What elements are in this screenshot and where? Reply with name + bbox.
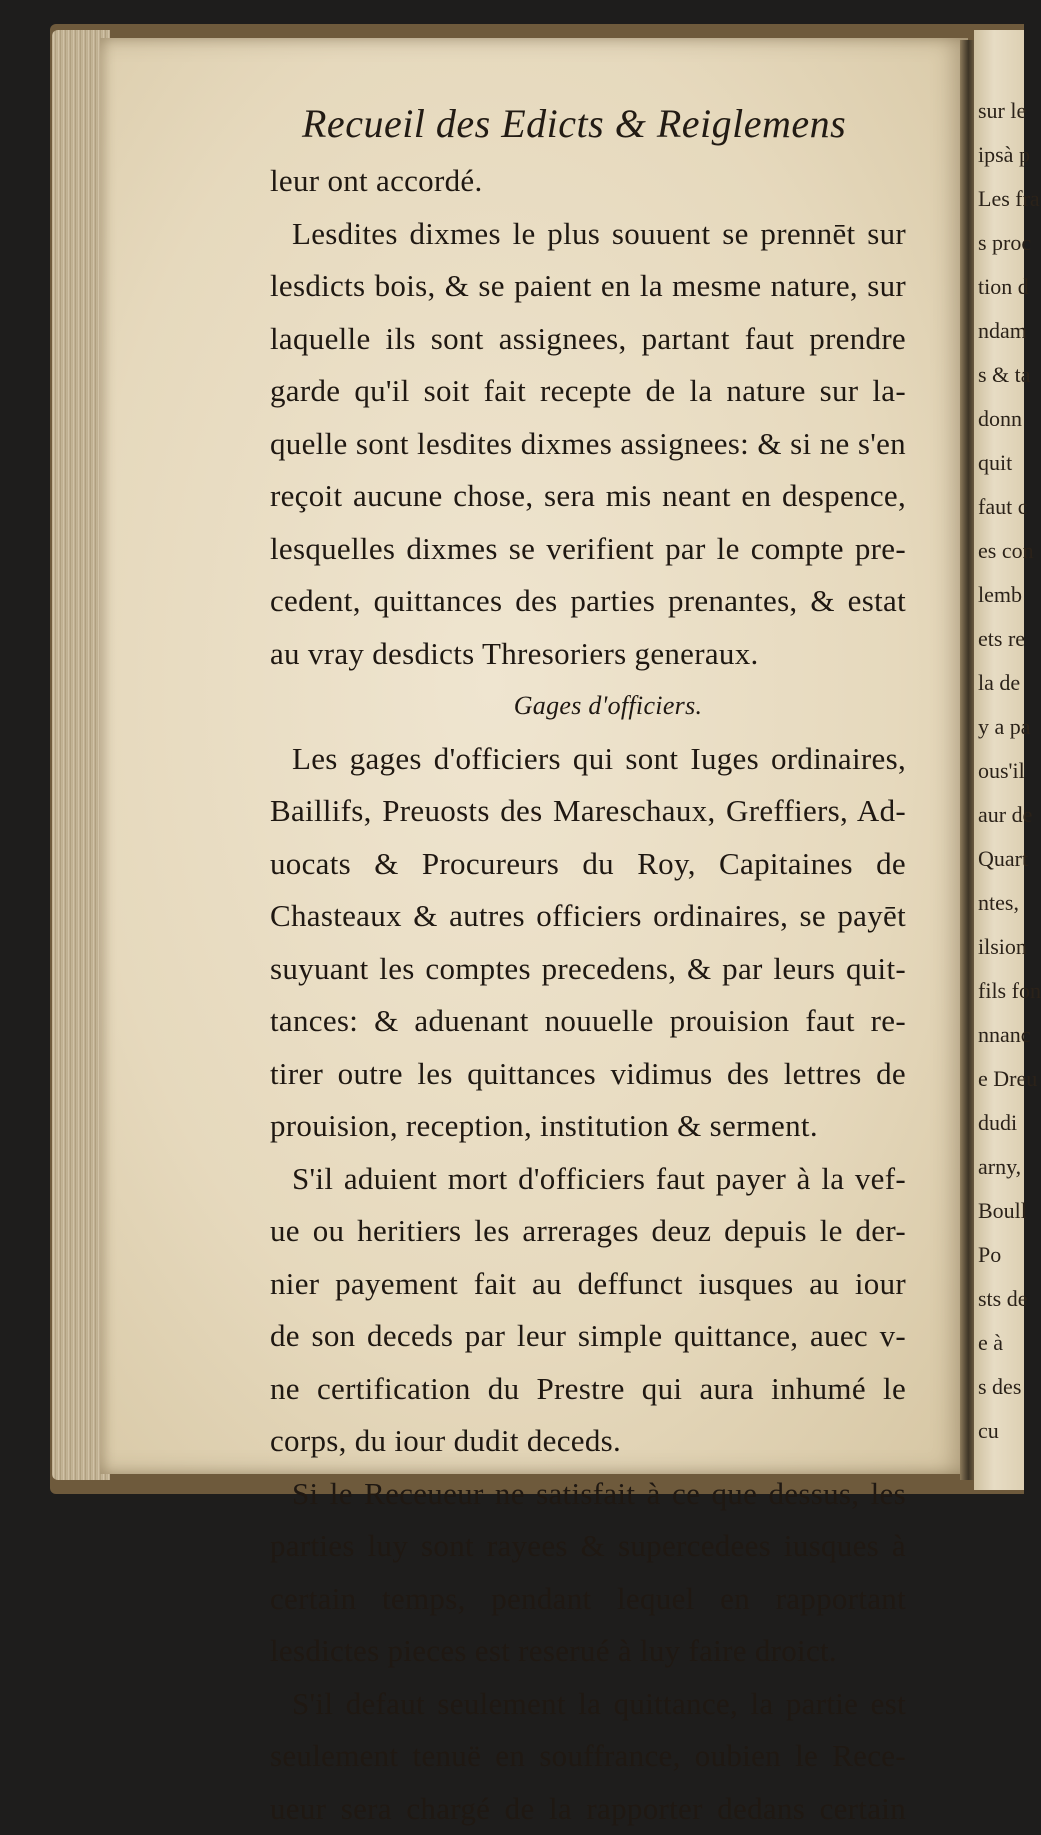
text-line: corps, du iour dudit deceds. [270,1415,906,1468]
text-line: Lesdites dixmes le plus souuent se prennēt sur [270,208,906,261]
facing-page-fragment: ous'il [978,758,1025,784]
text-line: quelle sont lesdites dixmes assignees: & si ne s'en [270,418,906,471]
text-line: nier payement fait au deffunct iusques au iour [270,1258,906,1311]
text-line: laquelle ils sont assignees, partant faut prendre [270,313,906,366]
facing-page-fragment: ntes, [978,890,1019,916]
text-line: seulement tenuë en souffrance, oubien le Rece- [270,1730,906,1783]
text-line: leur ont accordé. [270,155,906,208]
facing-page-fragment: ipsà p [978,142,1030,168]
facing-page-fragment: quit [978,450,1012,476]
facing-page-fragment: y a pa [978,714,1031,740]
text-line: reçoit aucune chose, sera mis neant en despence, [270,470,906,523]
facing-page-fragment: cu [978,1418,999,1444]
text-line: de son deceds par leur simple quittance, auec v- [270,1310,906,1363]
facing-page-fragment: nnanc [978,1022,1031,1048]
text-block [270,155,906,1835]
text-line: uocats & Procureurs du Roy, Capitaines de [270,838,906,891]
facing-page-fragment: ilsion [978,934,1027,960]
book-gutter [960,40,974,1480]
text-line: ue ou heritiers les arrerages deuz depuis le der- [270,1205,906,1258]
text-line: tances: & aduenant nouuelle prouision faut re- [270,995,906,1048]
facing-page-fragment: Les fra [978,186,1040,212]
text-line: Baillifs, Preuosts des Mareschaux, Greffiers, Ad- [270,785,906,838]
text-line: S'il defaut seulement la quittance, la partie est [270,1678,906,1731]
facing-page-edge [974,30,1024,1490]
facing-page-fragment: sts de [978,1286,1028,1312]
facing-page-fragment: faut c [978,494,1027,520]
facing-page-fragment: aur de [978,802,1032,828]
text-line: prouision, reception, institution & serment. [270,1100,906,1153]
facing-page-fragment: Quart [978,846,1028,872]
running-header: Recueil des Edicts & Reiglemens [302,100,846,147]
text-line: Les gages d'officiers qui sont Iuges ordinaires, [270,733,906,786]
text-line: Chasteaux & autres officiers ordinaires, se payēt [270,890,906,943]
text-line: ne certification du Prestre qui aura inhumé le [270,1363,906,1416]
text-line: au vray desdicts Thresoriers generaux. [270,628,906,681]
section-heading: Gages d'officiers. [270,680,906,733]
facing-page-fragment: s des [978,1374,1021,1400]
facing-page-fragment: e Dreu [978,1066,1037,1092]
text-line: parties luy sont rayees & supercedees iusques à [270,1520,906,1573]
facing-page-fragment: arny, [978,1154,1021,1180]
facing-page-fragment: lemb [978,582,1022,608]
facing-page-fragment: Boull [978,1198,1027,1224]
text-line: cedent, quittances des parties prenantes, & estat [270,575,906,628]
facing-page-fragment: e à [978,1330,1003,1356]
facing-page-fragment: dudi [978,1110,1017,1136]
facing-page-fragment: Po [978,1242,1001,1268]
text-line: Si le Receueur ne satisfait à ce que dessus, les [270,1468,906,1521]
text-line: S'il aduient mort d'officiers faut payer à la vef- [270,1153,906,1206]
facing-page-fragment: tion d [978,274,1029,300]
facing-page-fragment: ndam [978,318,1027,344]
text-line: tirer outre les quittances vidimus des lettres de [270,1048,906,1101]
facing-page-fragment: ets re [978,626,1025,652]
facing-page-fragment: s & ta [978,362,1031,388]
text-line: garde qu'il soit fait recepte de la nature sur la- [270,365,906,418]
text-line: certain temps, pendant lequel en rapportant [270,1573,906,1626]
text-line: lesquelles dixmes se verifient par le compte pre- [270,523,906,576]
facing-page-fragment: es con [978,538,1034,564]
facing-page-fragment: sur le [978,98,1026,124]
text-line: lesdictes pieces est reserué à luy faire droict. [270,1625,906,1678]
text-line: ueur sera chargé de la rapporter dedans certain [270,1783,906,1835]
facing-page-fragment: donn [978,406,1022,432]
text-line: suyuant les comptes precedens, & par leurs quit- [270,943,906,996]
facing-page-fragment: la de [978,670,1020,696]
text-line: lesdicts bois, & se paient en la mesme nature, sur [270,260,906,313]
facing-page-fragment: fils fon [978,978,1041,1004]
facing-page-fragment: s proc [978,230,1031,256]
